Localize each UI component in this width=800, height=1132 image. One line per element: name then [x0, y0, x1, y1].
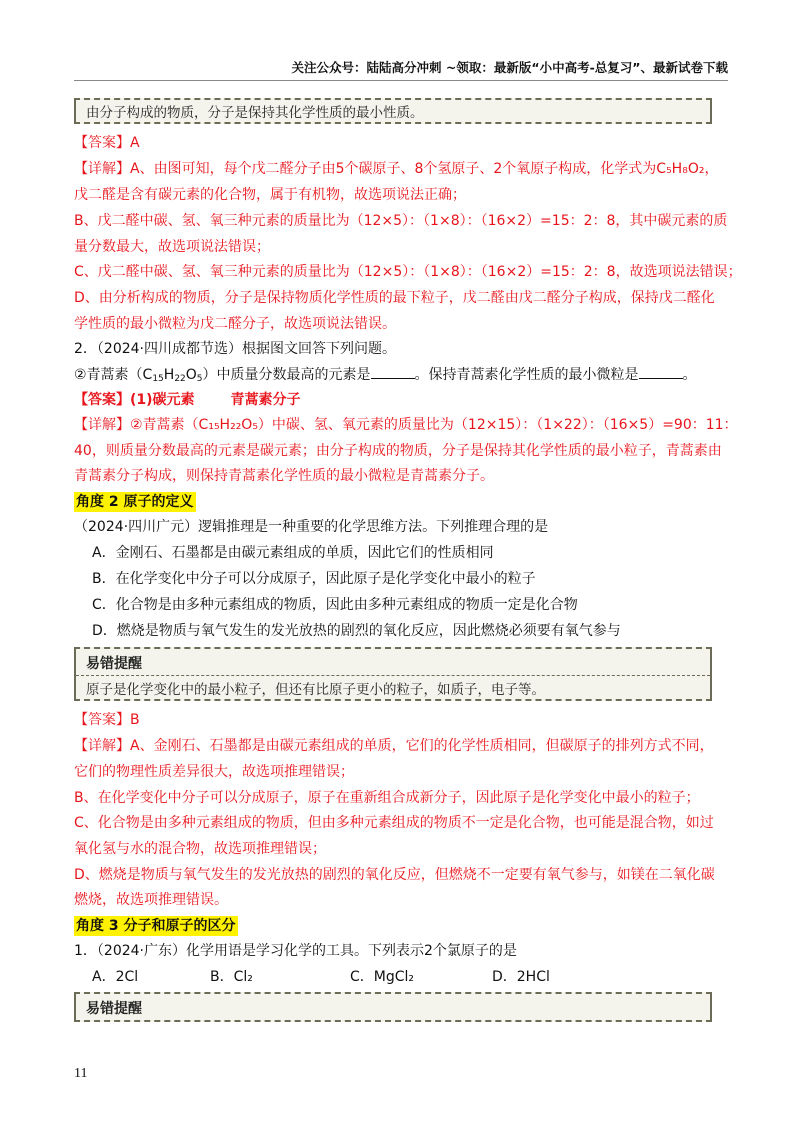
tip-title: 易错提醒: [86, 1001, 142, 1017]
detail-line: 戊二醛是含有碳元素的化合物，属于有机物，故选项说法正确；: [74, 187, 466, 203]
detail-line: B、在化学变化中分子可以分成原子，原子在重新组合成新分子，因此原子是化学变化中最小的粒子；: [74, 790, 700, 806]
tip-text: 原子是化学变化中的最小粒子，但还有比原子更小的粒子，如质子，电子等。: [86, 682, 545, 698]
detail-line: 【详解】②青蒿素（C₁₅H₂₂O₅）中碳、氢、氧元素的质量比为（12×15）：（1×22）：（16×5）=90：11：: [74, 417, 738, 433]
detail-line: 青蒿素分子构成，则保持青蒿素化学性质的最小微粒是青蒿素分子。: [74, 468, 494, 484]
header-rule: [74, 80, 728, 81]
question-stem: 1．（2024·广东）化学用语是学习化学的工具。下列表示2个氯原子的是: [74, 943, 517, 959]
detail-line: D、由分析构成的物质，分子是保持物质化学性质的最下粒子，戊二醛由戊二醛分子构成，保持戊二醛化: [74, 290, 715, 306]
answer-blank: [371, 364, 415, 379]
tip-title: 易错提醒: [86, 656, 142, 672]
section-heading: 角度 2 原子的定义: [76, 494, 194, 510]
question-sub: ②青蒿素$(C_{15}H_{22}O_5)$中质量分数最高的元素是 。保持青蒿素化学性质的最小微粒是 。: [74, 364, 697, 389]
detail-line: B、戊二醛中碳、氢、氧三种元素的质量比为（12×5）：（1×8）：（16×2）=15：2：8，其中碳元素的质: [74, 213, 728, 229]
note-box: [74, 98, 712, 124]
option: C．MgCl₂: [350, 969, 415, 985]
section-heading: 角度 3 分子和原子的区分: [76, 918, 236, 934]
answer-line: 【答案】B: [74, 712, 140, 728]
detail-line: C、戊二醛中碳、氢、氧三种元素的质量比为（12×5）：（1×8）：（16×2）=15：2：8，故选项说法错误；: [74, 264, 742, 280]
question-stem: 2．（2024·四川成都节选）根据图文回答下列问题。: [74, 341, 396, 357]
detail-line: 氧化氢与水的混合物，故选项推理错误；: [74, 841, 326, 857]
detail-line: C、化合物是由多种元素组成的物质，但由多种元素组成的物质不一定是化合物，也可能是混合物，如过: [74, 815, 714, 831]
answer-value: A: [130, 135, 140, 151]
page-number: 11: [74, 1066, 88, 1081]
tip-divider: [76, 675, 710, 676]
tip-box: [74, 992, 712, 1022]
answer-line: 【答案】(1)碳元素 青蒿素分子: [74, 392, 301, 408]
option: B．在化学变化中分子可以分成原子，因此原子是化学变化中最小的粒子: [92, 571, 536, 587]
option: B．Cl₂: [210, 969, 253, 985]
detail-line: 【详解】A、由图可知，每个戊二醛分子由5个碳原子、8个氢原子、2个氧原子构成，化学式为C₅H₈O₂，: [74, 161, 719, 177]
detail-line: 它们的物理性质差异很大，故选项推理错误；: [74, 764, 354, 780]
detail-line: 燃烧，故选项推理错误。: [74, 892, 228, 908]
answer-line: [74, 133, 140, 153]
detail-line: 40，则质量分数最高的元素是碳元素；由分子构成的物质，分子是保持其化学性质的最小粒子，青蒿素由: [74, 443, 722, 459]
question-stem: （2024·四川广元）逻辑推理是一种重要的化学思维方法。下列推理合理的是: [74, 519, 549, 535]
option: A．金刚石、石墨都是由碳元素组成的单质，因此它们的性质相同: [92, 545, 494, 561]
note-box-text: 由分子构成的物质，分子是保持其化学性质的最小性质。: [86, 105, 424, 121]
detail-line: 量分数最大，故选项说法错误；: [74, 239, 270, 255]
detail-line: 【详解】A、金刚石、石墨都是由碳元素组成的单质，它们的化学性质相同，但碳原子的排列方式不同，: [74, 738, 714, 754]
option: C．化合物是由多种元素组成的物质，因此由多种元素组成的物质一定是化合物: [92, 597, 578, 613]
tip-box: [74, 647, 712, 701]
page-header: 关注公众号：陆陆高分冲刺 ~领取：最新版“小中高考-总复习”、最新试卷下载: [291, 60, 728, 75]
detail-line: 学性质的最小微粒为戊二醛分子，故选项说法错误。: [74, 316, 396, 332]
option: D．2HCl: [492, 969, 550, 985]
answer-blank: [639, 364, 683, 379]
option: A．2Cl: [92, 969, 139, 985]
detail-line: D、燃烧是物质与氧气发生的发光放热的剧烈的氧化反应，但燃烧不一定要有氧气参与，如镁在二氧化碳: [74, 867, 715, 883]
answer-label: 【答案】: [74, 135, 130, 151]
option: D．燃烧是物质与氧气发生的发光放热的剧烈的氧化反应，因此燃烧必须要有氧气参与: [92, 623, 621, 639]
